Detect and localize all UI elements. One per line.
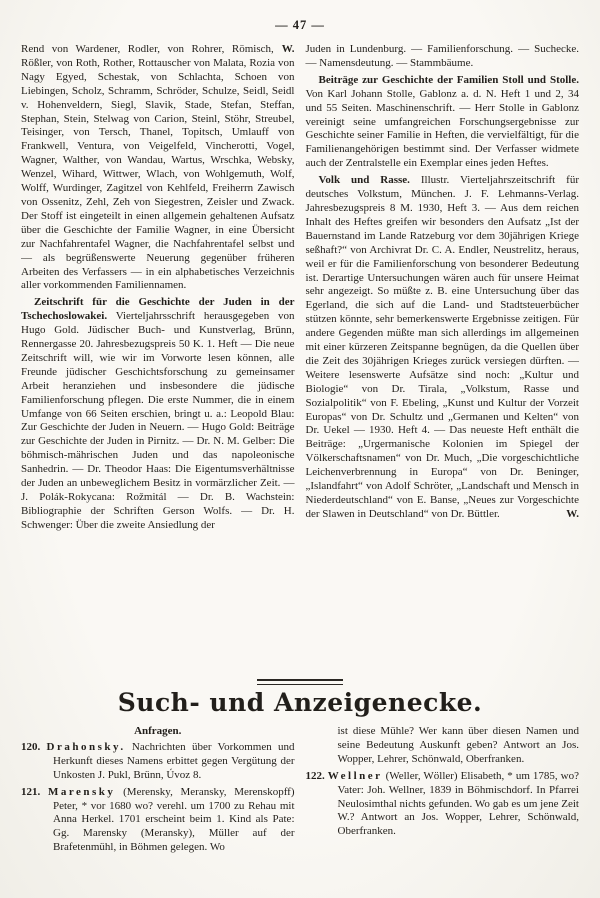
article-volk-und-rasse: Volk und Rasse. Illustr. Vierteljahrszeitschrift für deutsches Volkstum, München. J. F. Lehmanns-Verlag. Jahresbezugspreis 8 M. 1930, Heft 3. — Aus dem reichen Inhalt des Heftes greifen wir besonders den Aufsatz „Ist der Bauernstand im Lande Ratzeburg vor dem 30jährigen Kriege seßhaft?“ von Archivrat Dr. C. A. Endler, Neustrelitz, heraus, weil er für die Familienforschung von besonderer Bedeutung ist. Derartige Untersuchungen wären auch für unsere Heimat sehr angezeigt. So müßte z. B. eine Untersuchung über das Egerland, die sich auf die Land- und Stadtsteuerbücher stützen könnte, sehr bemerkenswerte Ergebnisse zeitigen. Für andere Gegenden müßte man sich allerdings im allgemeinen mit einer kürzeren Zeitspanne begnügen, da die Quellen über die Zeit des 30jährigen Krieges zurück versiegen dürften. — Weitere lesenswerte Aufsätze sind noch: „Kultur und Biologie“ von Dr. Tirala, „Volkstum, Rasse und Sozialpolitik“ von F. Ebeling, „Kunst und Kultur der Vorzeit Europas“ von Dr. Schultz und „Germanen und Kelten“ von Dr. Uekel — 1930. Heft 4. — Das neueste Heft enthält die Beiträge: „Urgermanische Kolonien im Spiegel der Völkerschaftsnamen“ von Dr. Much, „Die vorgeschichtliche Leichenverbrennung in Europa“ von Dr. Beninger, „Islandfahrt“ von Adolf Schröter, „Landschaft und Mensch in Niederdeutschland“ von E. Banse, „Neues zur Vorgeschichte der Slawen in Deutschland“ von Dr. Büttler. W.: [305, 174, 579, 520]
query-entry-120: 120. Drahonsky. Nachrichten über Vorkommen und Herkunft dieses Namens erbittet gegen Vergütung der Unkosten J. Pukl, Brünn, Úvoz 8.: [21, 740, 295, 781]
article-lead: Volk und Rasse.: [318, 174, 410, 187]
entry-number: 121.: [21, 785, 41, 798]
names-list-paragraph: W. Rend von Wardener, Rodler, von Rohrer, Römisch, Rößler, von Roth, Rother, Rottauscher von Malata, Rozia von Nagy Egyed, Schestak, von Schlachta, Schoen von Liebingen, Scholz, Schramm, Schröder, Schulze, Seidl, Seidl v. Hohenveldern, Siegl, Slavik, Stade, Stefan, Steffan, Stephan, Stein, Stelwag von Carion, Steinl, Stöhr, Streubel, Teisinger, von Tersch, Thanel, Topitsch, Umlauff von Frankwell, Ventura, von Veigelfeld, Vincherotti, Vogel, Wagner, Walther, von Wandau, Wartus, Wrschka, Websky, Wenzel, Wihard, Wittwer, Wlach, von Wohlgemuth, Wolf, Wolff, Wurdinger, Zagitzel von Kehlfeld, Freiherrn Zawisch von Ossenitz, Zehl, Zeh von Siegestren, Zeisler und Zwack. Der Stoff ist eingeteilt in einen allgemein gehaltenen Aufsatz über die Geschichte der Familie Wagner, in eine Übersicht zur Nachfahrentafel Wagner, die Nachfahrentafel selbst und — als begrüßenswerte Neuerung gegenüber früheren Arbeiten des Verfassers — in ein alphabetisches Verzeichnis aller vorkommenden Familiennamen.: [21, 43, 295, 292]
section-divider-rule: [257, 679, 343, 685]
section-columns: [21, 725, 579, 858]
article-zeitschrift-juden: Zeitschrift für die Geschichte der Juden in der Tschechoslowakei. Vierteljahrsschrift herausgegeben von Hugo Gold. Jüdischer Buch- und Kunstverlag, Brünn, Rennergasse 20. Jahresbezugspreis 50 K. 1. Heft — Die neue Zeitschrift will, wie wir im Vorworte lesen können, alle Freunde jüdischer Geschichtsforschung zu gemeinsamer Arbeit heranziehen und insbesondere die jüdische Familienforschung pflegen. Die erste Nummer, die in einem Umfange von 66 Seiten erschien, bringt u. a.: Leopold Blau: Zur Geschichte der Juden in Neuern. — Hugo Gold: Beiträge zur Geschichte der Juden in Pirnitz. — Dr. N. M. Gelber: Die böhmisch-mährischen Juden und das napoleonische Sanhedrin. — Dr. Theodor Haas: Die Eigentumsverhältnisse der Juden an unbeweglichem Besitz in vormärzlicher Zeit. — J. Polák-Rokycana: Rožmitál — Dr. B. Wachstein: Bibliographie der Schriften Gerson Wolfs. — Dr. H. Schwenger: Über die zweite Ansiedlung der: [21, 296, 295, 531]
section-right-column: [306, 725, 580, 858]
entry-number: 122.: [305, 769, 325, 782]
section-title: Such- und Anzeigenecke.: [117, 688, 483, 717]
entry-surname: Drahonsky.: [46, 740, 126, 753]
section-left-column: [21, 725, 295, 858]
query-entry-121: 121. Marensky (Merensky, Meransky, Merenskopff) Peter, * vor 1680 wo? verehl. um 1700 zu Rehau mit Anna Herkel. 1701 erscheint beim 1. Kind als Pate: Gg. Marensky (Meransky), Müller auf der Brafetenmühl, in Böhmen gelegen. Wo: [21, 785, 295, 854]
entry-surname: Wellner: [327, 769, 383, 782]
author-initial: W.: [281, 43, 295, 55]
article-stoll-stolle: Beiträge zur Geschichte der Familien Stoll und Stolle. Von Karl Johann Stolle, Gablonz a. d. N. Heft 1 und 2, 34 und 55 Seiten. Maschinenschrift. — Herr Stolle in Gablonz vereinigt seine umfangreichen Forschungsergebnisse zur Geschichte seiner Familie in Heften, die vervielfältigt, für die Familienangehörigen bestimmt sind. Der Verfasser widmete auch der Zentralstelle ein Exemplar eines jeden Heftes.: [305, 73, 579, 170]
article-lead: Beiträge zur Geschichte der Familien Stoll und Stolle.: [318, 73, 579, 86]
query-entry-121-continuation: ist diese Mühle? Wer kann über diesen Namen und seine Bedeutung Auskunft geben? Antwort an Jos. Wopper, Lehrer, Schönwald, Oberfranken.: [337, 725, 579, 765]
author-initial: W.: [566, 507, 579, 520]
page-number: — 47 —: [275, 18, 325, 32]
entry-surname: Marensky: [47, 785, 116, 798]
continuation-paragraph: Juden in Lundenburg. — Familienforschung. — Suchecke. — Namensdeutung. — Stammbäume.: [305, 43, 579, 69]
anfragen-heading: Anfragen.: [134, 725, 182, 737]
left-column: [21, 43, 295, 673]
entry-number: 120.: [21, 740, 41, 753]
query-entry-122: 122. Wellner (Weller, Wöller) Elisabeth, * um 1785, wo? Vater: Joh. Wellner, 1839 in Böhmischdorf. In Pfarrei Neulosimthal nichts gefunden. Wo gab es um jene Zeit W.? Antwort an Jos. Wopper, Lehrer, Schönwald, Oberfranken.: [305, 769, 579, 838]
article-lead: Zeitschrift für die Geschichte der Juden in der Tschechoslowakei.: [21, 296, 295, 323]
main-text-area: [21, 43, 579, 673]
right-column: [306, 43, 580, 673]
